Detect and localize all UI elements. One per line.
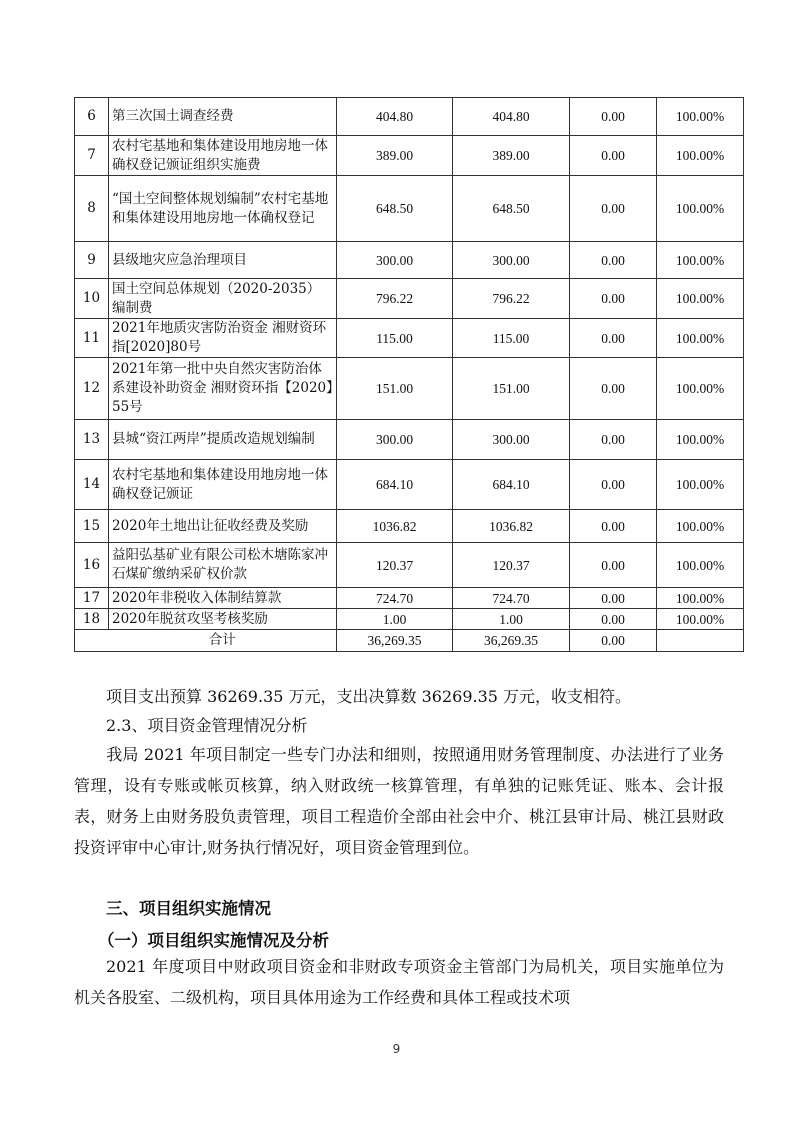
actual-amount-cell: 151.00 (453, 358, 570, 420)
budget-amount-cell: 120.37 (337, 543, 453, 588)
budget-amount-cell: 115.00 (337, 319, 453, 358)
budget-amount-cell: 684.10 (337, 460, 453, 510)
row-number-cell: 8 (75, 176, 109, 242)
table-row (75, 543, 744, 588)
project-name-cell: 2021年地质灾害防治资金 湘财资环指[2020]80号 (109, 319, 337, 358)
row-number-cell: 16 (75, 543, 109, 588)
table-body (75, 98, 744, 652)
row-number-cell: 18 (75, 609, 109, 630)
table-row (75, 176, 744, 242)
difference-cell: 0.00 (570, 98, 657, 136)
difference-cell: 0.00 (570, 588, 657, 609)
actual-amount-cell: 120.37 (453, 543, 570, 588)
total-label-cell: 合计 (109, 630, 337, 652)
row-number-cell: 7 (75, 136, 109, 176)
actual-amount-cell: 796.22 (453, 279, 570, 319)
execution-rate-cell: 100.00% (657, 609, 744, 630)
table-total-row (75, 630, 744, 652)
section-heading-2-3: 2.3、项目资金管理情况分析 (106, 716, 308, 735)
subsection-heading-3-1: （一）项目组织实施情况及分析 (98, 931, 329, 950)
table-row (75, 98, 744, 136)
paragraph-summary: 项目支出预算 36269.35 万元，支出决算数 36269.35 万元，收支相符。 (106, 687, 632, 706)
table-row (75, 136, 744, 176)
table-row (75, 420, 744, 460)
project-name-cell: 县级地灾应急治理项目 (109, 242, 337, 279)
project-name-cell: 2020年土地出让征收经费及奖励 (109, 510, 337, 543)
budget-amount-cell: 389.00 (337, 136, 453, 176)
table-row (75, 510, 744, 543)
project-name-cell: 农村宅基地和集体建设用地房地一体确权登记颁证 (109, 460, 337, 510)
row-number-cell: 17 (75, 588, 109, 609)
table-row (75, 279, 744, 319)
execution-rate-cell: 100.00% (657, 176, 744, 242)
execution-rate-cell: 100.00% (657, 242, 744, 279)
difference-cell: 0.00 (570, 279, 657, 319)
project-name-cell: 县城“资江两岸”提质改造规划编制 (109, 420, 337, 460)
difference-cell: 0.00 (570, 176, 657, 242)
actual-amount-cell: 300.00 (453, 420, 570, 460)
row-number-cell: 13 (75, 420, 109, 460)
total-empty-cell (75, 630, 109, 652)
total-difference-cell: 0.00 (570, 630, 657, 652)
execution-rate-cell: 100.00% (657, 358, 744, 420)
execution-rate-cell: 100.00% (657, 319, 744, 358)
budget-amount-cell: 151.00 (337, 358, 453, 420)
table-row (75, 460, 744, 510)
row-number-cell: 10 (75, 279, 109, 319)
difference-cell: 0.00 (570, 420, 657, 460)
execution-rate-cell: 100.00% (657, 588, 744, 609)
total-actual-cell: 36,269.35 (453, 630, 570, 652)
page-number: 9 (392, 1042, 401, 1056)
actual-amount-cell: 1036.82 (453, 510, 570, 543)
difference-cell: 0.00 (570, 319, 657, 358)
project-name-cell: 农村宅基地和集体建设用地房地一体确权登记颁证组织实施费 (109, 136, 337, 176)
table-row (75, 319, 744, 358)
difference-cell: 0.00 (570, 510, 657, 543)
table-row (75, 358, 744, 420)
actual-amount-cell: 300.00 (453, 242, 570, 279)
actual-amount-cell: 389.00 (453, 136, 570, 176)
table-row (75, 609, 744, 630)
actual-amount-cell: 115.00 (453, 319, 570, 358)
budget-amount-cell: 300.00 (337, 420, 453, 460)
execution-rate-cell: 100.00% (657, 420, 744, 460)
total-budget-cell: 36,269.35 (337, 630, 453, 652)
difference-cell: 0.00 (570, 358, 657, 420)
execution-rate-cell: 100.00% (657, 510, 744, 543)
project-name-cell: “国土空间整体规划编制”农村宅基地和集体建设用地房地一体确权登记 (109, 176, 337, 242)
project-name-cell: 2020年非税收入体制结算款 (109, 588, 337, 609)
difference-cell: 0.00 (570, 609, 657, 630)
row-number-cell: 14 (75, 460, 109, 510)
difference-cell: 0.00 (570, 543, 657, 588)
table-row (75, 242, 744, 279)
budget-amount-cell: 796.22 (337, 279, 453, 319)
budget-amount-cell: 300.00 (337, 242, 453, 279)
table-row (75, 588, 744, 609)
execution-rate-cell: 100.00% (657, 98, 744, 136)
project-name-cell: 2021年第一批中央自然灾害防治体系建设补助资金 湘财资环指【2020】55号 (109, 358, 337, 420)
actual-amount-cell: 724.70 (453, 588, 570, 609)
budget-amount-cell: 1036.82 (337, 510, 453, 543)
total-rate-cell (657, 630, 744, 652)
row-number-cell: 11 (75, 319, 109, 358)
project-expenditure-table (74, 97, 744, 652)
actual-amount-cell: 404.80 (453, 98, 570, 136)
project-name-cell: 国土空间总体规划（2020-2035）编制费 (109, 279, 337, 319)
difference-cell: 0.00 (570, 242, 657, 279)
project-name-cell: 益阳弘基矿业有限公司松木塘陈家冲石煤矿缴纳采矿权价款 (109, 543, 337, 588)
paragraph-fund-management: 我局 2021 年项目制定一些专门办法和细则，按照通用财务管理制度、办法进行了业务管理，设有专账或帐页核算，纳入财政统一核算管理，有单独的记账凭证、账本、会计报表，财务上由财务股负责管理，项目工程造价全部由社会中介、桃江县审计局、桃江县财政投资评审中心审计,财务执行情况好，项目资金管理到位。 (74, 745, 724, 857)
budget-amount-cell: 1.00 (337, 609, 453, 630)
paragraph-implementation: 2021 年度项目中财政项目资金和非财政专项资金主管部门为局机关，项目实施单位为机关各股室、二级机构，项目具体用途为工作经费和具体工程或技术项 (74, 957, 724, 1007)
row-number-cell: 15 (75, 510, 109, 543)
difference-cell: 0.00 (570, 460, 657, 510)
execution-rate-cell: 100.00% (657, 460, 744, 510)
budget-amount-cell: 404.80 (337, 98, 453, 136)
section-heading-3: 三、项目组织实施情况 (106, 899, 271, 918)
budget-amount-cell: 724.70 (337, 588, 453, 609)
difference-cell: 0.00 (570, 136, 657, 176)
execution-rate-cell: 100.00% (657, 136, 744, 176)
budget-amount-cell: 648.50 (337, 176, 453, 242)
execution-rate-cell: 100.00% (657, 543, 744, 588)
project-name-cell: 第三次国土调查经费 (109, 98, 337, 136)
row-number-cell: 6 (75, 98, 109, 136)
execution-rate-cell: 100.00% (657, 279, 744, 319)
row-number-cell: 12 (75, 358, 109, 420)
project-name-cell: 2020年脱贫攻坚考核奖励 (109, 609, 337, 630)
actual-amount-cell: 684.10 (453, 460, 570, 510)
actual-amount-cell: 648.50 (453, 176, 570, 242)
row-number-cell: 9 (75, 242, 109, 279)
actual-amount-cell: 1.00 (453, 609, 570, 630)
